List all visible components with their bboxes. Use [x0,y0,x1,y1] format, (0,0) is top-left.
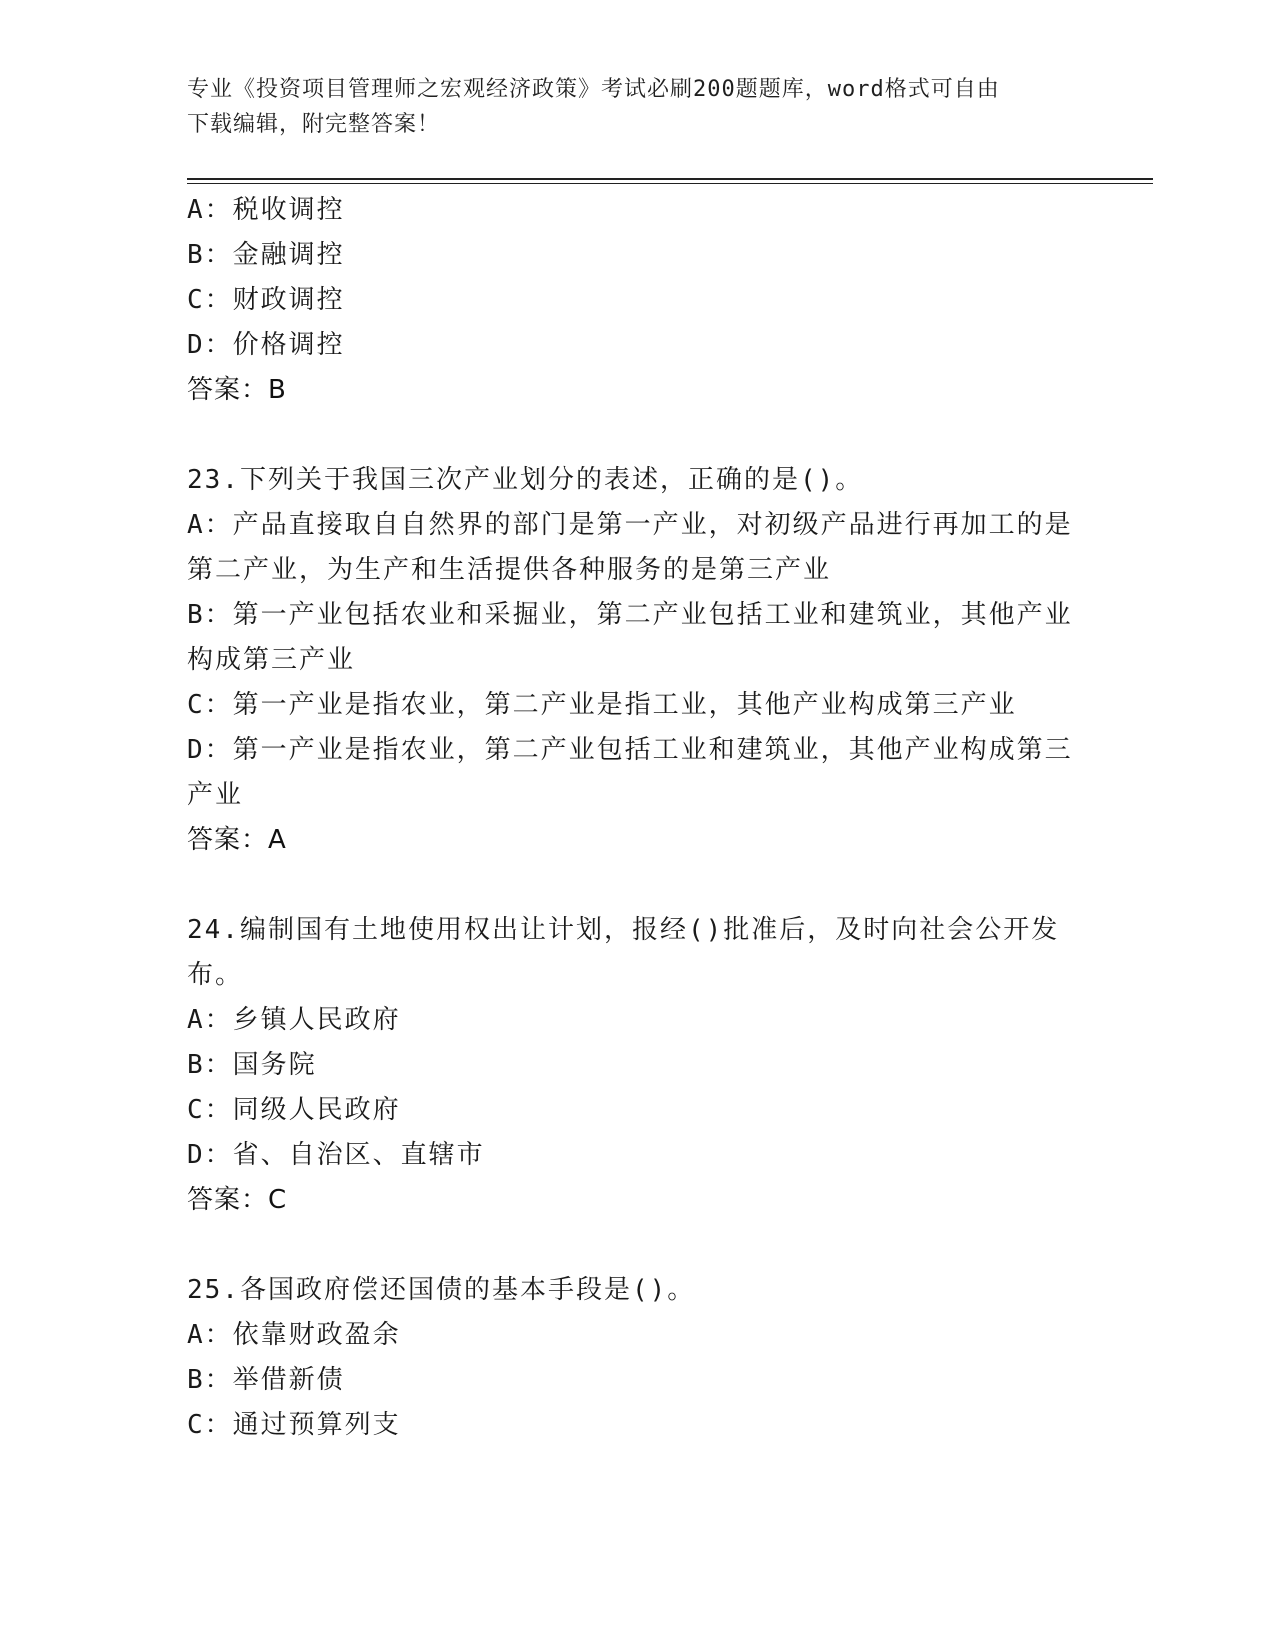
question-25-option-c: C：通过预算列支 [187,1410,401,1440]
question-24-block [187,908,1087,1223]
question-24-option-b: B：国务院 [187,1050,317,1080]
question-23-option-c: C：第一产业是指农业，第二产业是指工业，其他产业构成第三产业 [187,690,1017,720]
question-24-answer: 答案：C [187,1185,288,1215]
question-25-block [187,1268,1087,1448]
question-24-option-d: D：省、自治区、直辖市 [187,1140,485,1170]
header-title-line-2: 下载编辑，附完整答案！ [187,112,441,137]
question-22-option-b: B：金融调控 [187,240,345,270]
question-24-stem: 24.编制国有土地使用权出让计划，报经()批准后，及时向社会公开发布。 [187,915,1060,990]
question-22-option-c: C：财政调控 [187,285,345,315]
question-24-option-a: A：乡镇人民政府 [187,1005,401,1035]
question-22-option-a: A：税收调控 [187,195,345,225]
document-header [187,72,1087,142]
header-rule-thin [187,183,1153,184]
question-25-option-a: A：依靠财政盈余 [187,1320,401,1350]
question-23-answer: 答案：A [187,825,287,855]
question-22-answer: 答案：B [187,375,287,405]
question-23-option-d: D：第一产业是指农业，第二产业包括工业和建筑业，其他产业构成第三产业 [187,735,1073,810]
header-title-line-1: 专业《投资项目管理师之宏观经济政策》考试必刷200题题库，word格式可自由 [187,77,1000,102]
question-25-stem: 25.各国政府偿还国债的基本手段是()。 [187,1275,696,1305]
question-25-option-b: B：举借新债 [187,1365,345,1395]
document-body [187,188,1087,1448]
question-24-option-c: C：同级人民政府 [187,1095,401,1125]
question-23-stem: 23.下列关于我国三次产业划分的表述，正确的是()。 [187,465,864,495]
question-23-option-a: A：产品直接取自自然界的部门是第一产业，对初级产品进行再加工的是第二产业，为生产和生活提供各种服务的是第三产业 [187,510,1073,585]
question-22-block [187,188,1087,413]
header-rule-thick [187,178,1153,180]
question-23-option-b: B：第一产业包括农业和采掘业，第二产业包括工业和建筑业，其他产业构成第三产业 [187,600,1073,675]
question-23-block [187,458,1087,863]
question-22-option-d: D：价格调控 [187,330,345,360]
